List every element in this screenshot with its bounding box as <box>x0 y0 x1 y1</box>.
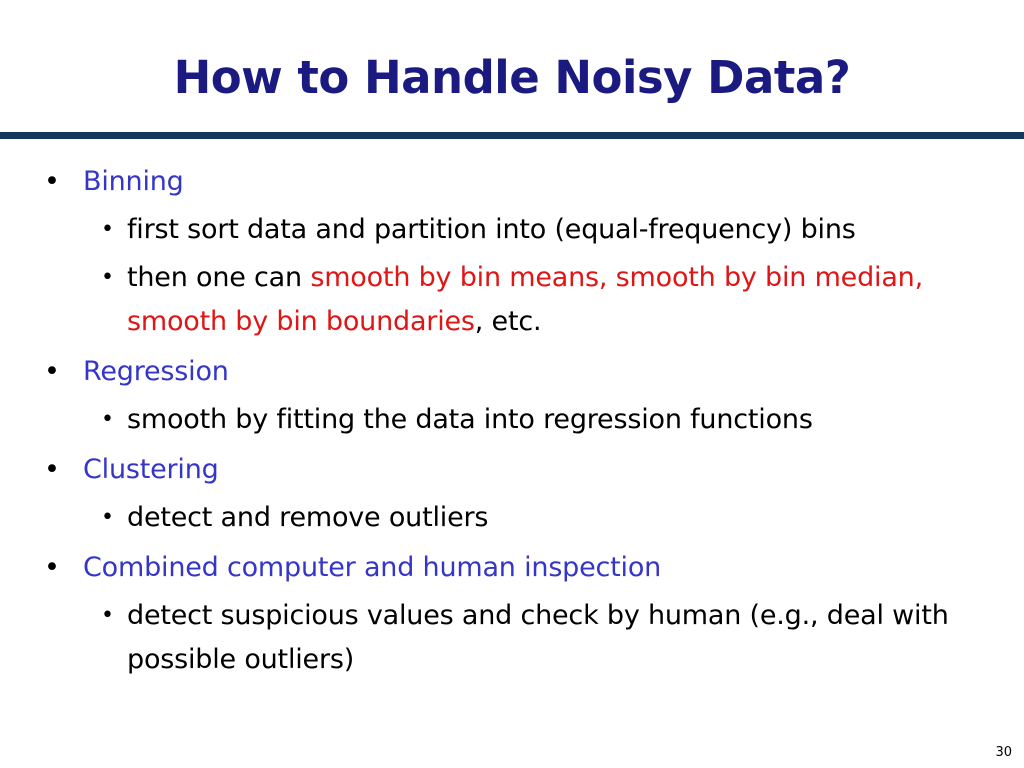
sub-bullet <box>88 594 967 682</box>
sub-bullet-text: detect suspicious values and check by human (e.g., deal with possible outliers) <box>127 600 949 675</box>
slide-content <box>44 160 1004 688</box>
bullet-binning <box>44 160 1004 204</box>
sub-bullet <box>88 256 967 344</box>
sub-list <box>44 496 1004 540</box>
sub-bullet-text: smooth by fitting the data into regression functions <box>127 404 813 435</box>
bullet-label: Clustering <box>83 454 219 485</box>
bullet-dot-icon: • <box>101 265 114 290</box>
sub-bullet <box>88 208 967 252</box>
bullet-combined-inspection <box>44 546 1004 590</box>
bullet-dot-icon: • <box>101 603 114 628</box>
title-divider <box>0 132 1024 139</box>
sub-list <box>44 208 1004 344</box>
bullet-dot-icon: • <box>101 407 114 432</box>
highlighted-text: smooth by bin means, smooth by bin median, smooth by bin boundaries <box>127 262 923 337</box>
sub-bullet <box>88 398 967 442</box>
bullet-label: Regression <box>83 356 229 387</box>
bullet-dot-icon: • <box>44 552 60 583</box>
slide-title: How to Handle Noisy Data? <box>173 51 851 104</box>
bullet-dot-icon: • <box>101 217 114 242</box>
sub-bullet-text: , etc. <box>474 306 542 337</box>
bullet-regression <box>44 350 1004 394</box>
sub-bullet <box>88 496 967 540</box>
sub-bullet-text: then one can <box>127 262 311 293</box>
bullet-dot-icon: • <box>44 454 60 485</box>
page-number: 30 <box>995 745 1012 760</box>
sub-bullet-text: detect and remove outliers <box>127 502 489 533</box>
bullet-dot-icon: • <box>44 356 60 387</box>
bullet-clustering <box>44 448 1004 492</box>
sub-list <box>44 594 1004 682</box>
bullet-label: Binning <box>83 166 184 197</box>
sub-list <box>44 398 1004 442</box>
bullet-dot-icon: • <box>44 166 60 197</box>
bullet-dot-icon: • <box>101 505 114 530</box>
sub-bullet-text: first sort data and partition into (equal-frequency) bins <box>127 214 856 245</box>
bullet-label: Combined computer and human inspection <box>83 552 662 583</box>
